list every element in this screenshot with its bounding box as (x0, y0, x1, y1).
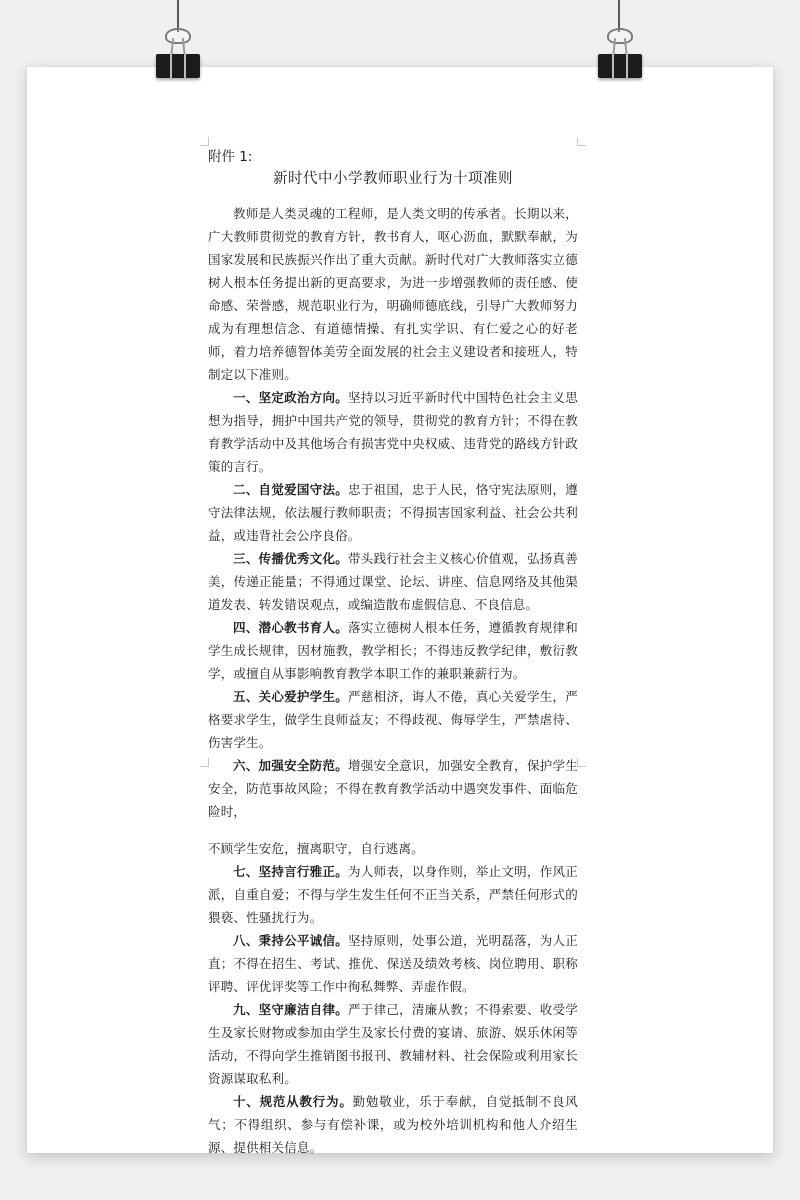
rule-heading: 四、潜心教书育人。 (233, 620, 349, 635)
binder-clip-right-icon (598, 28, 642, 78)
margin-mark-top-right (577, 137, 586, 146)
rule-text: 严于律己，清廉从教；不得索要、收受学生及家长财物或参加由学生及家长付费的宴请、旅游、娱乐休闲等活动，不得向学生推销图书报刊、教辅材料、社会保险或利用家长资源谋取私利。 (208, 1002, 578, 1086)
rule-heading: 三、传播优秀文化。 (233, 551, 349, 566)
rule-text: 带头践行社会主义核心价值观，弘扬真善美，传递正能量；不得通过课堂、论坛、讲座、信息网络及其他渠道发表、转发错误观点，或编造散布虚假信息、不良信息。 (208, 551, 578, 612)
rule-6 (208, 754, 578, 823)
rule-7 (208, 860, 578, 929)
rule-text: 落实立德树人根本任务，遵循教育规律和学生成长规律，因材施教，教学相长；不得违反教学纪律，敷衍教学，或擅自从事影响教育教学本职工作的兼职兼薪行为。 (208, 620, 578, 681)
rule-text: 勤勉敬业，乐于奉献，自觉抵制不良风气；不得组织、参与有偿补课，或为校外培训机构和他人介绍生源、提供相关信息。 (208, 1094, 578, 1155)
rule-text: 坚持原则，处事公道，光明磊落，为人正直；不得在招生、考试、推优、保送及绩效考核、岗位聘用、职称评聘、评优评奖等工作中徇私舞弊、弄虚作假。 (208, 933, 578, 994)
rule-heading: 十、规范从教行为。 (233, 1094, 353, 1109)
rule-heading: 五、关心爱护学生。 (233, 689, 349, 704)
rule-text: 坚持以习近平新时代中国特色社会主义思想为指导，拥护中国共产党的领导，贯彻党的教育方针；不得在教育教学活动中及其他场合有损害党中央权威、违背党的路线方针政策的言行。 (208, 390, 578, 474)
rule-heading: 八、秉持公平诚信。 (233, 933, 349, 948)
rule-5 (208, 685, 578, 754)
rule-heading: 六、加强安全防范。 (233, 758, 349, 773)
rule-1 (208, 386, 578, 478)
rule-heading: 九、坚守廉洁自律。 (233, 1002, 349, 1017)
rule-3 (208, 547, 578, 616)
rule-text: 严慈相济，诲人不倦，真心关爱学生，严格要求学生，做学生良师益友；不得歧视、侮辱学生，严禁虐待、伤害学生。 (208, 689, 578, 750)
rule-text: 忠于祖国，忠于人民，恪守宪法原则，遵守法律法规，依法履行教师职责；不得损害国家利益、社会公共利益，或违背社会公序良俗。 (208, 482, 578, 543)
rule-text: 增强安全意识，加强安全教育，保护学生安全，防范事故风险；不得在教育教学活动中遇突发事件、面临危险时， (208, 758, 578, 819)
rule-8 (208, 929, 578, 998)
rule-4 (208, 616, 578, 685)
rule-10 (208, 1090, 578, 1159)
rule-6-continuation: 不顾学生安危，擅离职守，自行逃离。 (208, 841, 424, 856)
rule-2 (208, 478, 578, 547)
rule-heading: 一、坚定政治方向。 (233, 390, 349, 405)
document-title: 新时代中小学教师职业行为十项准则 (273, 171, 513, 187)
rule-9 (208, 998, 578, 1090)
binder-clip-left-icon (156, 28, 200, 78)
rule-heading: 二、自觉爱国守法。 (233, 482, 349, 497)
page-break (208, 823, 578, 837)
intro-paragraph: 教师是人类灵魂的工程师，是人类文明的传承者。长期以来，广大教师贯彻党的教育方针，教书育人，呕心沥血，默默奉献，为国家发展和民族振兴作出了重大贡献。新时代对广大教师落实立德树人根本任务提出新的更高要求，为进一步增强教师的责任感、使命感、荣誉感，规范职业行为，明确师德底线，引导广大教师努力成为有理想信念、有道德情操、有扎实学识、有仁爱之心的好老师，着力培养德智体美劳全面发展的社会主义建设者和接班人，特制定以下准则。 (208, 206, 578, 382)
margin-mark-top-left (200, 137, 209, 146)
attachment-label: 附件 1: (208, 149, 253, 165)
rule-heading: 七、坚持言行雅正。 (233, 864, 349, 879)
rule-text: 为人师表，以身作则，举止文明，作风正派，自重自爱；不得与学生发生任何不正当关系，严禁任何形式的猥亵、性骚扰行为。 (208, 864, 578, 925)
margin-mark-bottom-right (577, 758, 586, 767)
document-body (208, 146, 578, 1159)
